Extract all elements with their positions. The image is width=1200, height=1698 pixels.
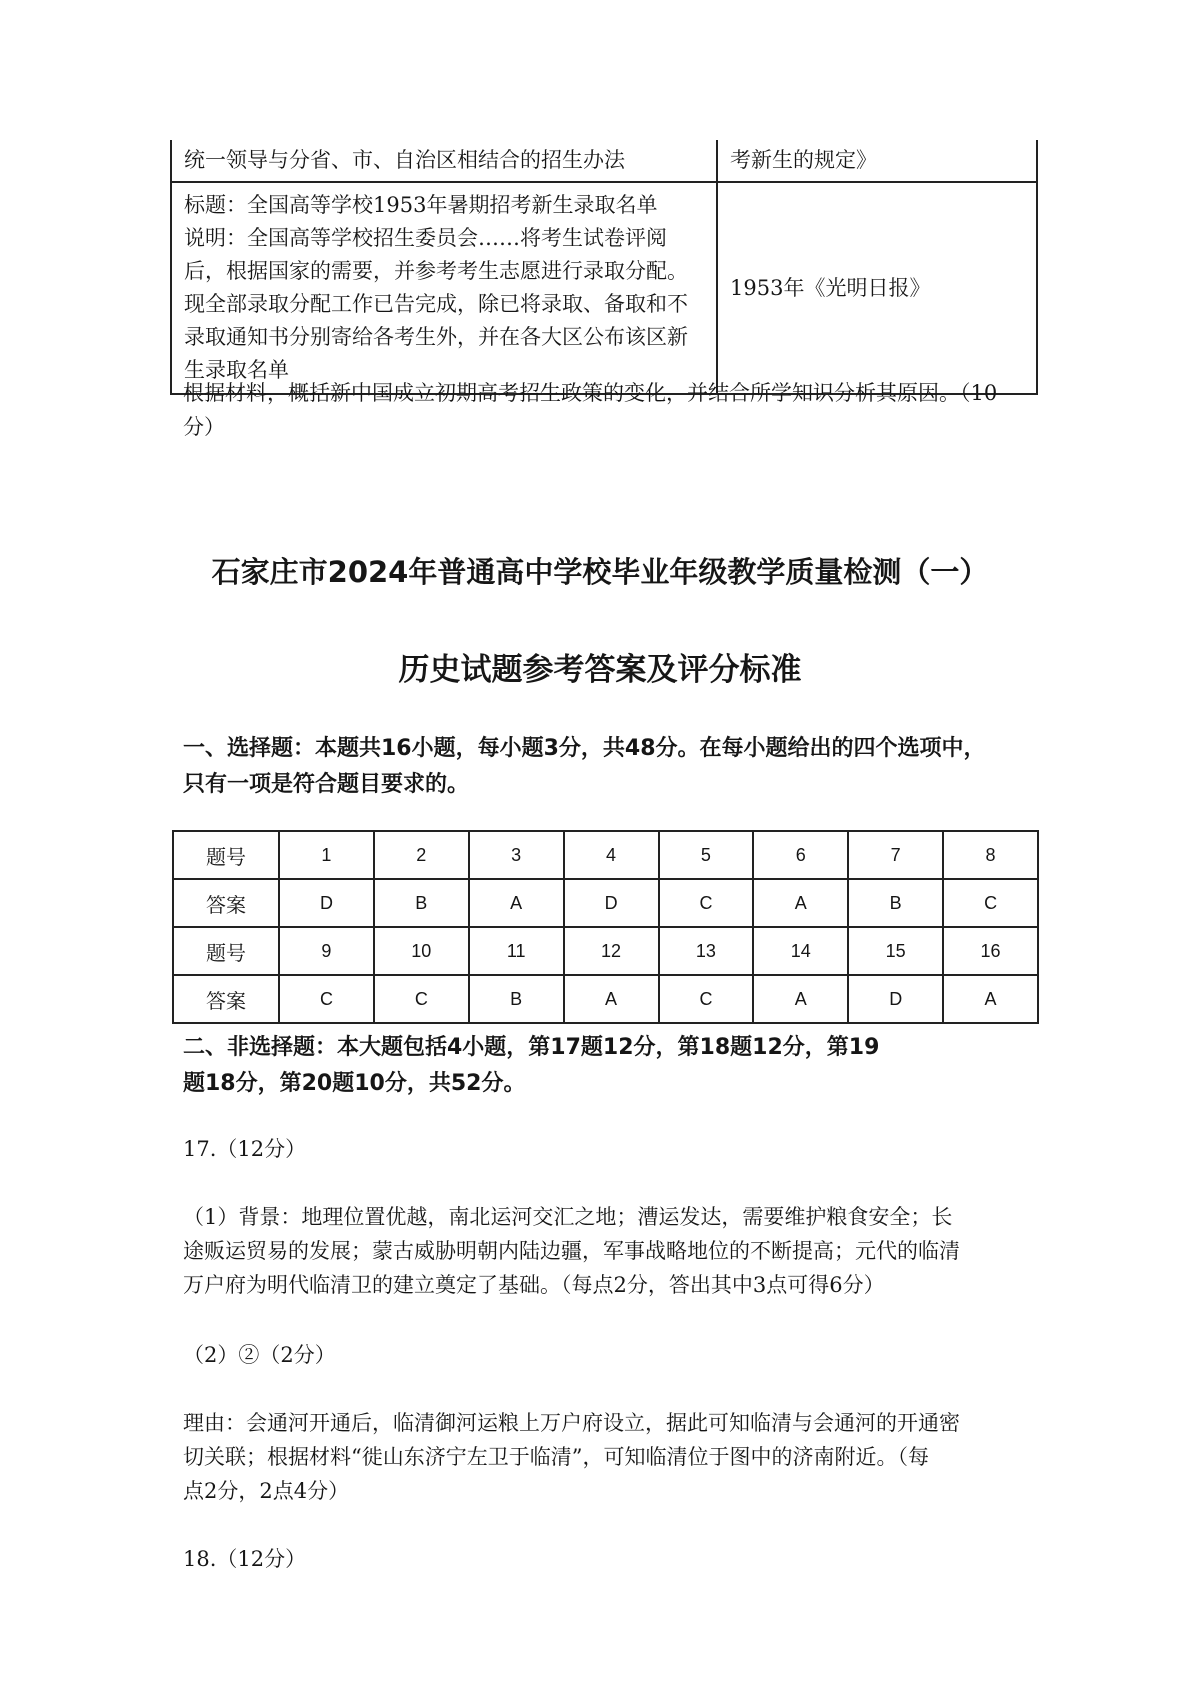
table-cell: A: [943, 975, 1038, 1023]
table-cell: B: [848, 879, 943, 927]
row-header: 题号: [173, 927, 279, 975]
table-cell: 1953年《光明日报》: [717, 182, 1037, 394]
table-cell: C: [659, 975, 754, 1023]
table-cell: [171, 182, 717, 394]
cell-line: 录取通知书分别寄给各考生外，并在各大区公布该区新: [184, 325, 688, 349]
row-header: 题号: [173, 831, 279, 879]
table-cell: 11: [469, 927, 564, 975]
table-row: [173, 879, 1038, 927]
q17-heading: 17.（12分）: [183, 1137, 307, 1161]
table-cell: B: [374, 879, 469, 927]
table-cell: 4: [564, 831, 659, 879]
text-line: 分）: [183, 415, 225, 439]
text-line: 二、非选择题：本大题包括4小题，第17题12分，第18题12分，第19: [183, 1035, 880, 1060]
table-cell: C: [279, 975, 374, 1023]
cell-line: 后，根据国家的需要，并参考考生志愿进行录取分配。: [184, 259, 688, 283]
table-cell: D: [848, 975, 943, 1023]
table-cell: C: [374, 975, 469, 1023]
text-line: 一、选择题：本题共16小题，每小题3分，共48分。在每小题给出的四个选项中，: [183, 736, 986, 761]
cell-line: 说明：全国高等学校招生委员会……将考生试卷评阅: [184, 226, 667, 250]
table-cell: 1: [279, 831, 374, 879]
cell-line: 标题：全国高等学校1953年暑期招考新生录取名单: [184, 193, 658, 217]
table-row: [173, 975, 1038, 1023]
table-cell: 2: [374, 831, 469, 879]
text-line: （1）背景：地理位置优越，南北运河交汇之地；漕运发达，需要维护粮食安全；长: [183, 1205, 953, 1229]
table-cell: 考新生的规定》: [717, 140, 1037, 182]
table-cell: 7: [848, 831, 943, 879]
table-cell: 10: [374, 927, 469, 975]
table-cell: 9: [279, 927, 374, 975]
table-cell: C: [659, 879, 754, 927]
table-cell: A: [564, 975, 659, 1023]
source-material-table: [170, 140, 1038, 395]
table-row: [171, 140, 1037, 182]
table-cell: A: [469, 879, 564, 927]
table-cell: 3: [469, 831, 564, 879]
table-row: [173, 927, 1038, 975]
row-header: 答案: [173, 975, 279, 1023]
table-cell: 15: [848, 927, 943, 975]
table-cell: A: [753, 879, 848, 927]
section-1-heading: [183, 731, 1043, 803]
text-line: 理由：会通河开通后，临清御河运粮上万户府设立，据此可知临清与会通河的开通密: [183, 1411, 960, 1435]
table-cell: 统一领导与分省、市、自治区相结合的招生办法: [171, 140, 717, 182]
text-line: 切关联；根据材料“徙山东济宁左卫于临清”，可知临清位于图中的济南附近。（每: [183, 1445, 929, 1469]
question-prompt: [183, 376, 1043, 444]
text-line: 根据材料，概括新中国成立初期高考招生政策的变化，并结合所学知识分析其原因。（10: [183, 381, 998, 405]
row-header: 答案: [173, 879, 279, 927]
text-line: 途贩运贸易的发展；蒙古威胁明朝内陆边疆，军事战略地位的不断提高；元代的临清: [183, 1239, 960, 1263]
table-cell: 8: [943, 831, 1038, 879]
table-cell: A: [753, 975, 848, 1023]
table-cell: 16: [943, 927, 1038, 975]
answer-table: [172, 830, 1039, 1024]
q17-part2: （2）②（2分）: [183, 1343, 336, 1367]
text-line: 只有一项是符合题目要求的。: [183, 772, 470, 797]
cell-line: 生录取名单: [184, 358, 289, 382]
page-title: 石家庄市2024年普通高中学校毕业年级教学质量检测（一）: [211, 555, 989, 589]
q18-heading: 18.（12分）: [183, 1547, 307, 1571]
text-line: 题18分，第20题10分，共52分。: [183, 1071, 526, 1096]
q17-reason: [183, 1406, 1043, 1508]
q17-part1: [183, 1200, 1043, 1302]
table-cell: 5: [659, 831, 754, 879]
table-cell: 14: [753, 927, 848, 975]
text-line: 点2分，2点4分）: [183, 1479, 350, 1503]
table-row: [171, 182, 1037, 394]
cell-line: 现全部录取分配工作已告完成，除已将录取、备取和不: [184, 292, 688, 316]
table-cell: 13: [659, 927, 754, 975]
table-cell: B: [469, 975, 564, 1023]
text-line: 万户府为明代临清卫的建立奠定了基础。（每点2分，答出其中3点可得6分）: [183, 1273, 885, 1297]
table-cell: 12: [564, 927, 659, 975]
table-cell: D: [279, 879, 374, 927]
page-subtitle: 历史试题参考答案及评分标准: [398, 652, 802, 688]
table-cell: D: [564, 879, 659, 927]
table-row: [173, 831, 1038, 879]
section-2-heading: [183, 1030, 1043, 1102]
table-cell: C: [943, 879, 1038, 927]
table-cell: 6: [753, 831, 848, 879]
